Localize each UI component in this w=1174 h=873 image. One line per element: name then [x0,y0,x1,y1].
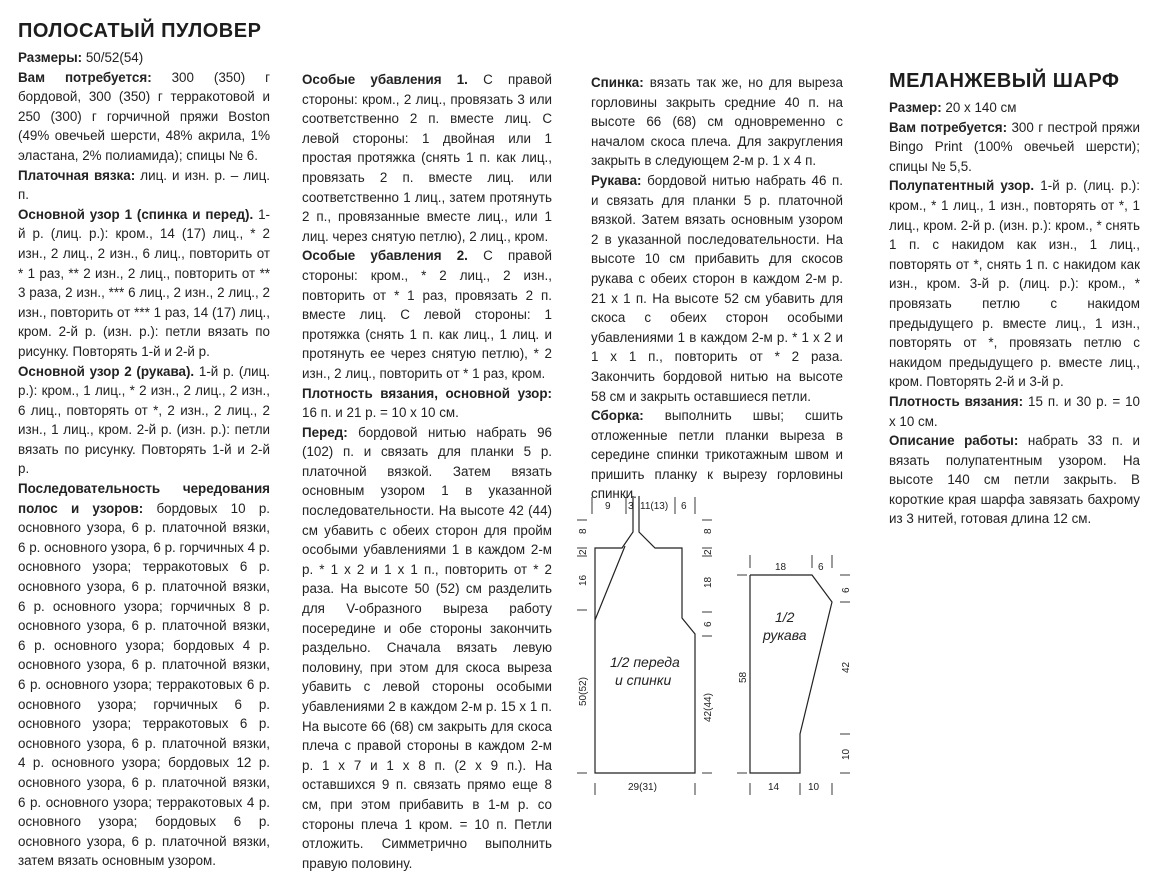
front-right-dimension [702,520,712,773]
front-top-w2: 3 [628,501,634,512]
paragraph-heading: Вам потребуется: [889,119,1008,135]
paragraph [302,384,552,423]
paragraph-text: выполнить швы; сшить отложенные петли планки выреза в середине спинки трикотажным швом и пришить планку к вырезу горловины спинки. [591,408,843,502]
paragraph-heading: Плотность вязания, основной узор: [302,385,552,401]
paragraph-heading: Сборка: [591,408,644,424]
front-right-v3: 18 [703,576,714,588]
title-pullover: ПОЛОСАТЫЙ ПУЛОВЕР [18,20,262,42]
paragraph-text: 16 п. и 21 р. = 10 х 10 см. [302,405,459,421]
sleeve-bottom-w2: 10 [808,782,820,793]
paragraph-heading: Вам потребуется: [18,69,152,85]
paragraph-heading: Основной узор 1 (спинка и перед). [18,206,254,222]
paragraph-text: 1-й р. (лиц. р.): кром., * 1 лиц., 1 изн., повторять от *, 1 лиц., кром. 2-й р. (изн. р.): кром., * снять 1 п. с накидом как изн., 1 лиц., повторять от *, снять 1 п. с накидом как изн., кром. 3-й р. (лиц. р.): кром., * провязать петлю с накидом предыдущего р. вместе лиц., 1 изн., повторять от *, провязать петлю с накидом предыдущего р. вместе лиц., кром. Повторять 2-й и 3-й р. [889,178,1140,390]
paragraph-heading: Рукава: [591,172,642,188]
paragraph [889,392,1140,431]
pullover-column-3 [591,73,843,504]
paragraph-text: 1-й р. (лиц. р.): кром., 1 лиц., * 2 изн., 2 лиц., 2 изн., 6 лиц., повторять от *, 2 изн., 2 лиц., 2 изн., 1 лиц., кром. 2-й р. (изн. р.): петли вязать по рисунку. Повторять 1-й и 2-й р. [18,363,270,477]
paragraph [302,423,552,873]
paragraph-text: бордовых 10 р. основного узора, 6 р. платочной вязки, 6 р. основного узора, 6 р. горчичных 4 р. основного узора; терракотовых 6 р. основного узора, 6 р. платочной вязки, 6 р. основного узора; горчичных 8 р. основного узора, 6 р. платочной вязки, 6 р. основного узора; бордовых 4 р. основного узора, 6 р. платочной вязки, 6 р. основного узора; терракотовых 6 р. основного узора; горчичных 6 р. основного узора; терракотовых 6 р. основного узора, 6 р. платочной вязки, 4 р. основного узора; бордовых 12 р. основного узора, 6 р. платочной вязки, 6 р. основного узора; терракотовых 4 р. основного узора; бордовых 6 р. основного узора, 6 р. платочной вязки, затем вязать основным узором. [18,500,270,869]
sleeve-right-v2: 42 [841,661,852,673]
paragraph-heading: Плотность вязания: [889,393,1024,409]
scarf-column [889,98,1140,529]
sleeve-left-v: 58 [738,671,749,683]
paragraph-text: набрать 33 п. и вязать полупатентным узором. На высоте 140 см петли закрыть. В короткие края шарфа завязать бахрому из 3 нитей, готовая длина 12 см. [889,433,1140,527]
front-left-v1: 8 [578,528,589,534]
sleeve-right-v3: 10 [841,748,852,760]
front-label-1: 1/2 переда [610,654,680,670]
paragraph-text: С правой стороны: кром., * 2 лиц., 2 изн., повторить от * 1 раз, провязать 2 п. вместе лиц. С левой стороны: 1 протяжка (снять 1 п. как лиц., 1 лиц. и протянуть ее через снятую петлю), * 2 изн., 2 лиц., повторить от * 1 раз, кром. [302,248,552,381]
sleeve-bottom-w1: 14 [768,782,780,793]
paragraph-heading: Полупатентный узор. [889,178,1035,194]
paragraph-heading: Платочная вязка: [18,167,136,183]
paragraph [591,171,843,406]
front-left-v3: 16 [578,574,589,586]
front-left-v4: 50(52) [578,677,589,706]
sleeve-dimensions [737,555,850,795]
paragraph-text: 15 п. и 30 р. = 10 х 10 см. [889,393,1141,429]
paragraph [302,70,552,246]
front-top-w3: 11(13) [640,501,669,512]
paragraph-text: бордовой нитью набрать 46 п. и связать для планки 5 р. платочной вязкой. Затем вязать основным узором 2 в указанной последовательности. На высоте 10 см прибавить для скосов рукава с обеих сторон в каждом 2-м р. 21 х 1 п. На высоте 52 см убавить для скоса с обеих сторон особыми убавлениями 1 в каждом 2-м р. * 1 х 2 и 1 х 1 п., повторить от * 2 раза. Закончить бордовой нитью на высоте 58 см и закрыть оставшиеся петли. [591,172,843,404]
pullover-column-2 [302,70,552,873]
paragraph-text: 1-й р. (лиц. р.): кром., 14 (17) лиц., * 2 изн., 2 лиц., 2 изн., 6 лиц., повторить от * 1 раз, ** 2 изн., 2 лиц., повторить от ** 3 раза, 2 изн., *** 6 лиц., 2 изн., 2 лиц., 2 изн., повторить от *** 1 раз, 14 (17) лиц., кром. 2-й р. (изн. р.): петли вязать по рисунку. Повторять 1-й и 2-й р. [18,206,270,359]
paragraph [591,406,843,504]
pullover-column-1 [18,48,270,871]
paragraph [18,479,270,871]
paragraph-text: 50/52(54) [82,50,144,65]
paragraph [591,73,843,171]
title-scarf: МЕЛАНЖЕВЫЙ ШАРФ [889,70,1120,92]
front-right-v2: 2 [703,549,714,555]
paragraph [18,48,270,68]
front-left-dimension [577,520,587,773]
paragraph [889,118,1140,177]
v-neck-line [595,546,625,620]
paragraph [889,98,1140,118]
paragraph [302,246,552,383]
paragraph [18,68,270,166]
front-top-w1: 9 [605,501,611,512]
paragraph-text: лиц. и изн. р. – лиц. п. [18,167,270,203]
sleeve-outline [750,575,832,773]
sleeve-label-1: 1/2 [775,609,795,625]
front-bottom-dimension [595,783,695,795]
paragraph-text: 300 (350) г бордовой, 300 (350) г терракотовой и 250 (300) г горчичной пряжи Boston (49% овечьей шерсти, 48% акрила, 1% эластана, 2% полиамида); спицы № 6. [18,69,270,163]
paragraph-heading: Особые убавления 2. [302,248,468,264]
paragraph [18,205,270,362]
paragraph [889,176,1140,392]
paragraph-text: С правой стороны: кром., 2 лиц., провязать 3 или соответственно 2 п. вместе лиц. С левой стороны: 1 двойная или 1 простая протяжка (снять 1 п. как лиц., провязать 2 п. вместе лиц. или соответственно 1 лиц., затем протянуть 2 п., провязанные вместе лиц., или 1 лиц. через снятую петлю), 2 лиц., кром. [302,72,552,244]
sleeve-top-w2: 6 [818,562,824,573]
front-top-w4: 6 [681,501,687,512]
paragraph [18,166,270,205]
front-right-v4: 6 [703,621,714,627]
sleeve-right-v1: 6 [841,587,852,593]
paragraph-heading: Описание работы: [889,433,1019,449]
paragraph-heading: Спинка: [591,75,644,90]
front-label-2: и спинки [615,672,672,688]
paragraph-text: 300 г пестрой пряжи Bingo Print (100% овечьей шерсти); спицы № 5,5. [889,119,1140,174]
sleeve-top-w1: 18 [775,562,787,573]
paragraph-text: 20 х 140 см [941,100,1017,115]
paragraph-text: бордовой нитью набрать 96 (102) п. и связать для планки 5 р. платочной вязкой. Затем вязать основным узором 1 в указанной последовательности. На высоте 42 (44) см убавить с обеих сторон для пройм особыми убавлениями 1 в каждом 2-м р. * 1 х 2 и 1 х 1 п., повторить от * 2 раза. На высоте 50 (52) см разделить для V-образного выреза работу посередине и обе стороны закончить раздельно. Сначала вязать левую половину, при этом для скоса выреза убавить с левой стороны особыми убавлениями 2 в каждом 2-м р. 15 х 1 п. На высоте 66 (68) см закрыть для скоса плеча с правой стороны в каждом 2-м р. 1 х 7 и 1 х 8 п. (2 х 9 п.). На оставшихся 9 п. связать прямо еще 8 см, при этом прибавить в 1-м р. со стороны плеча 1 кром. = 10 п. Петли отложить. Симметрично выполнить правую половину. [302,424,552,871]
paragraph-heading: Основной узор 2 (рукава). [18,363,195,379]
sleeve-label-2: рукава [763,627,807,643]
paragraph-heading: Размер: [889,100,942,115]
front-right-v5: 42(44) [703,693,714,722]
front-right-v1: 8 [703,528,714,534]
paragraph-heading: Последовательность чередования полос и узоров: [18,481,270,516]
paragraph [18,362,270,480]
front-back-outline [595,496,695,773]
paragraph-text: вязать так же, но для выреза горловины закрыть средние 40 п. на высоте 66 (68) см одновременно с началом скоса плеча. Для закругления закрыть в следующем 2-м р. 1 х 4 п. [591,75,843,169]
paragraph [889,431,1140,529]
paragraph-heading: Перед: [302,424,348,440]
paragraph-heading: Размеры: [18,50,83,65]
front-bottom-w: 29(31) [628,782,657,793]
front-left-v2: 2 [578,549,589,555]
paragraph-heading: Особые убавления 1. [302,72,468,87]
